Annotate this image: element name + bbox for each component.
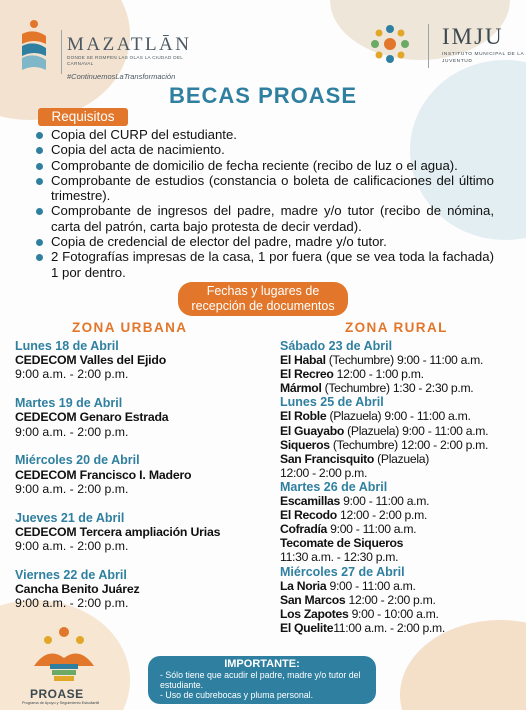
rural-line [280,424,520,438]
rural-place: San Francisquito [280,451,375,466]
entry-date: Martes 19 de Abril [15,396,123,411]
entry-date: Lunes 18 de Abril [15,339,119,353]
mazatlan-name: MAZATLĀN [67,34,192,55]
rural-detail: 11:30 a.m. - 12:30 p.m. [280,550,399,565]
entry-place: CEDECOM Francisco I. Madero [15,467,192,482]
rural-line [280,607,520,621]
requisito-item: Copia de credencial de elector del padre, madre y/o tutor. [34,234,494,249]
entry-date: Miércoles 20 de Abril [15,453,140,468]
rural-line [280,522,520,536]
rural-place: El Recreo [280,367,334,382]
rural-line [280,367,520,381]
rural-place: La Noria [280,578,327,593]
rural-place: Escamillas [280,494,341,509]
rural-detail: (Techumbre) 12:00 - 2:00 p.m. [329,437,489,452]
rural-line [280,621,520,635]
header-divider [428,24,429,68]
rural-place: El Roble [280,409,327,424]
rural-detail: 9:00 - 11:00 a.m. [340,494,430,509]
urban-entry [15,339,265,382]
header-divider [61,30,62,74]
important-list [160,670,364,700]
proase-logo-icon [20,624,108,684]
requisito-item: Copia del CURP del estudiante. [34,127,494,142]
requisito-item: Copia del acta de nacimiento. [34,142,494,157]
rural-detail: 9:00 - 11:00 a.m. [327,522,417,537]
imju-subtitle: INSTITUTO MUNICIPAL DE LA JUVENTUD [442,52,525,64]
rural-detail: 12:00 - 2:00 p.m. [280,465,368,480]
urban-entry [15,396,265,439]
rural-line [280,536,520,550]
entry-place: CEDECOM Genaro Estrada [15,410,169,425]
rural-place: El Recodo [280,508,337,523]
rural-place: Los Zapotes [280,606,349,621]
requisitos-list [34,127,494,280]
rural-date: Miércoles 27 de Abril [280,564,405,579]
rural-detail: 12:00 - 2:00 p.m. [336,508,428,523]
requisito-item: 2 Fotografías impresas de la casa, 1 por fuera (que se vea toda la fachada) 1 por dentro. [34,249,494,280]
urban-entry [15,511,265,554]
entry-hours: 9:00 a.m. - 2:00 p.m. [15,539,129,554]
rural-date: Martes 26 de Abril [280,479,388,494]
fechas-badge: Fechas y lugares de recepción de documentos [178,282,348,316]
important-item: - Sólo tiene que acudir el padre, madre y/o tutor del estudiante. [160,670,361,690]
urban-entry [15,568,265,611]
entry-place: CEDECOM Tercera ampliación Urias [15,524,221,539]
rural-line [280,494,520,508]
proase-name: PROASE [30,687,84,701]
rural-line [280,508,520,522]
rural-detail: 12:00 - 2:00 p.m. [345,592,436,607]
rural-place: El Guayabo [280,423,345,438]
rural-detail: 9:00 - 11:00 a.m. [326,578,416,593]
rural-line [280,466,520,480]
requisitos-badge: Requisitos [38,108,128,126]
entry-hours: 9:00 a.m. - 2:00 p.m. [15,596,129,611]
rural-line [280,438,520,452]
rural-place: San Marcos [280,592,346,607]
zona-rural-title: ZONA RURAL [345,320,448,335]
important-box [148,656,376,704]
rural-detail: 9:00 - 10:00 a.m. [348,606,439,621]
mazatlan-tagline: DONDE SE ROMPEN LAS OLAS LA CIUDAD DEL CARNAVAL [67,55,183,66]
rural-place: Tecomate de Siqueros [280,536,404,551]
entry-hours: 9:00 a.m. - 2:00 p.m. [15,481,129,496]
hashtag: #ContinuemosLaTransformación [67,72,176,81]
rural-date: Lunes 25 de Abril [280,395,384,410]
rural-detail: 12:00 - 1:00 p.m. [333,367,424,382]
requisito-item: Comprobante de domicilio de fecha reciente (recibo de luz o el agua). [34,158,494,173]
urban-entry [15,453,265,496]
rural-detail: (Techumbre) 1:30 - 2:30 p.m. [321,381,474,396]
imju-name: IMJU [442,24,504,49]
zona-urbana-title: ZONA URBANA [72,320,188,335]
rural-place: El Habal [280,353,326,368]
rural-detail: (Plazuela) [374,451,430,466]
rural-place: El Quelite [280,620,334,635]
rural-detail: (Techumbre) 9:00 - 11:00 a.m. [325,353,484,368]
entry-hours: 9:00 a.m. - 2:00 p.m. [15,424,129,439]
entry-date: Viernes 22 de Abril [15,567,127,582]
entry-date: Jueves 21 de Abril [15,510,125,525]
zona-urbana-schedule [15,339,265,625]
rural-line [280,452,520,466]
rural-date: Sábado 23 de Abril [280,339,393,353]
important-item: - Uso de cubrebocas y pluma personal. [160,690,314,700]
entry-place: CEDECOM Valles del Ejido [15,353,167,368]
rural-place: Siqueros [280,437,330,452]
rural-line [280,579,520,593]
entry-place: Cancha Benito Juárez [15,582,140,597]
proase-subtitle: Programa de Apoyo y Seguimiento Estudiantil [22,701,100,705]
rural-place: Mármol [280,381,322,396]
rural-detail: (Plazuela) 9:00 - 11:00 a.m. [344,423,489,438]
requisito-item: Comprobante de estudios (constancia o boleta de calificaciones del último trimestre). [34,173,494,204]
mazatlan-logo-icon [16,14,52,74]
rural-detail: 11:00 a.m. - 2:00 p.m. [333,620,445,635]
important-title: IMPORTANTE: [224,658,300,670]
rural-line [280,550,520,564]
rural-line [280,593,520,607]
requisito-item: Comprobante de ingresos del padre, madre y/o tutor (recibo de nómina, carta del patrón, carta bajo protesta de decir verdad). [34,203,494,234]
zona-rural-schedule [280,339,520,635]
entry-hours: 9:00 a.m. - 2:00 p.m. [15,367,129,382]
rural-detail: (Plazuela) 9:00 - 11:00 a.m. [326,409,471,424]
page-title: BECAS PROASE [168,83,358,108]
rural-line [280,381,520,395]
rural-line [280,409,520,423]
rural-line [280,353,520,367]
imju-logo-icon [366,20,414,68]
rural-place: Cofradía [280,522,328,537]
